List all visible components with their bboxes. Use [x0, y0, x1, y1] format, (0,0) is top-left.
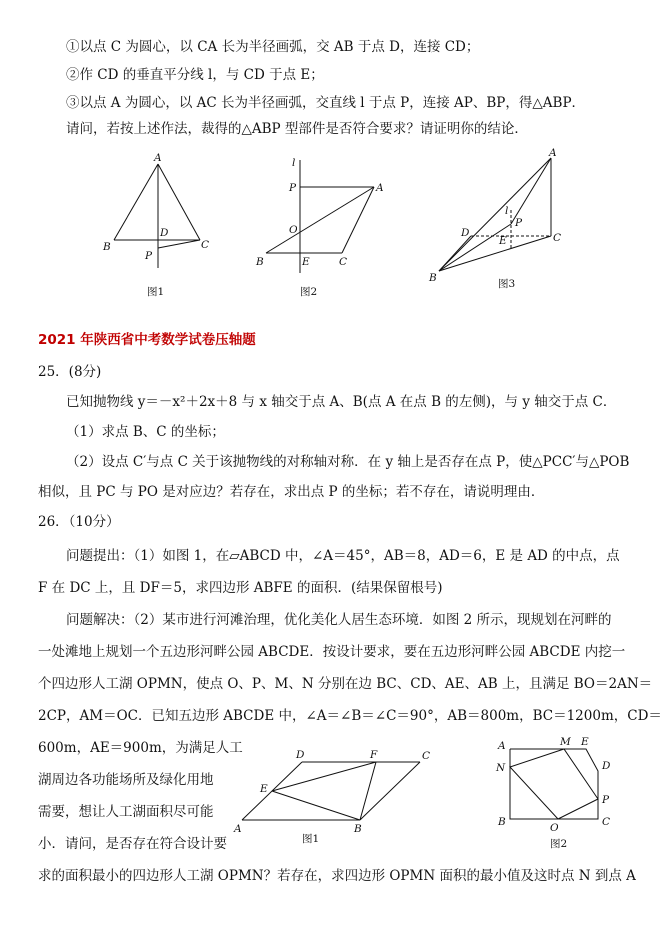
q26-figure-2: [490, 735, 640, 855]
fig2-label-A: A: [376, 182, 384, 194]
fig3-label-A: A: [549, 147, 557, 159]
q26-part-2-line-4: 2CP，AM＝OC．已知五边形 ABCDE 中，∠A＝∠B＝∠C＝90°，AB＝800m，BC＝1200m，CD＝: [38, 708, 662, 724]
q26-fig1-label-C: C: [422, 750, 431, 762]
q26-fig2-caption: 图2: [550, 838, 568, 850]
q26-fig1-label-A: A: [234, 823, 242, 835]
fig1-label-A: A: [154, 152, 162, 164]
q26-fig2-label-M: M: [560, 736, 571, 748]
q24-step-2: ②作 CD 的垂直平分线 l，与 CD 于点 E；: [66, 67, 324, 83]
fig3-label-l: l: [505, 205, 509, 217]
q26-part-2-line-1: 问题解决：（2）某市进行河滩治理，优化美化人居生态环境．如图 2 所示，现规划在河畔的: [66, 612, 612, 628]
q26-fig2-label-P: P: [602, 794, 610, 806]
fig1-label-P: P: [145, 250, 153, 262]
fig3-label-C: C: [553, 232, 562, 244]
q26-fig2-label-D: D: [602, 760, 611, 772]
q26-part-2-line-6: 湖周边各功能场所及绿化用地: [38, 772, 214, 788]
fig3-label-B: B: [429, 272, 437, 284]
q25-part-2-line-1: （2）设点 C′与点 C 关于该抛物线的对称轴对称．在 y 轴上是否存在点 P，使△PCC′与△POB: [66, 454, 630, 470]
section-title: 2021 年陕西省中考数学试卷压轴题: [38, 332, 256, 348]
q26-part-1-line-1: 问题提出：（1）如图 1，在▱ABCD 中，∠A＝45°，AB＝8，AD＝6，E 是 AD 的中点，点: [66, 548, 620, 564]
q26-part-2-line-9: 求的面积最小的四边形人工湖 OPMN？若存在，求四边形 OPMN 面积的最小值及这时点 N 到点 A: [38, 868, 636, 884]
q26-fig2-label-A: A: [498, 740, 506, 752]
q26-fig2-label-C: C: [602, 816, 611, 828]
q24-figure-1: [100, 150, 220, 300]
q24-step-3: ③以点 A 为圆心，以 AC 长为半径画弧，交直线 l 于点 P，连接 AP、BP，得△ABP．: [66, 95, 586, 111]
q24-step-1: ①以点 C 为圆心，以 CA 长为半径画弧，交 AB 于点 D，连接 CD；: [66, 39, 480, 55]
fig3-caption: 图3: [498, 278, 516, 290]
q24-figure-2: [252, 155, 402, 305]
q26-part-2-line-5: 600m，AE＝900m，为满足人工: [38, 740, 243, 756]
fig1-caption: 图1: [147, 286, 165, 298]
q26-part-2-line-2: 一处滩地上规划一个五边形河畔公园 ABCDE．按设计要求，要在五边形河畔公园 ABCDE 内挖一: [38, 644, 626, 660]
q26-fig2-label-N: N: [496, 762, 506, 774]
fig2-label-O: O: [289, 224, 298, 236]
q25-part-1: （1）求点 B、C 的坐标；: [66, 424, 225, 440]
q26-fig2-label-O: O: [550, 822, 559, 834]
q26-part-2-line-7: 需要，想让人工湖面积尽可能: [38, 804, 214, 820]
fig2-label-E: E: [302, 256, 310, 268]
q26-part-2-line-8: 小．请问，是否存在符合设计要: [38, 836, 227, 852]
fig3-label-P: P: [515, 217, 523, 229]
q26-number: 26．（10分）: [38, 514, 120, 530]
q26-part-1-line-2: F 在 DC 上，且 DF＝5，求四边形 ABFE 的面积．(结果保留根号): [38, 580, 443, 596]
q24-question: 请问，若按上述作法，裁得的△ABP 型部件是否符合要求？请证明你的结论．: [66, 121, 528, 137]
q26-fig1-label-E: E: [260, 783, 268, 795]
q26-fig2-label-E: E: [581, 736, 589, 748]
fig2-label-l: l: [292, 157, 296, 169]
q25-stem: 已知抛物线 y＝－x²＋2x＋8 与 x 轴交于点 A、B(点 A 在点 B 的左侧)，与 y 轴交于点 C．: [66, 394, 617, 410]
q26-fig1-label-B: B: [354, 823, 362, 835]
q24-figure-3: [425, 148, 585, 298]
q26-fig2-label-B: B: [498, 816, 506, 828]
fig2-label-P: P: [289, 182, 297, 194]
q26-fig1-label-D: D: [296, 749, 305, 761]
q26-figure-1: [230, 748, 440, 848]
fig2-caption: 图2: [300, 286, 318, 298]
q26-fig1-caption: 图1: [302, 833, 320, 845]
q26-part-2-line-3: 个四边形人工湖 OPMN，使点 O、P、M、N 分别在边 BC、CD、AE、AB 上，且满足 BO＝2AN＝: [38, 676, 653, 692]
fig1-label-C: C: [201, 239, 210, 251]
q26-fig1-label-F: F: [370, 749, 378, 761]
fig2-label-B: B: [256, 256, 264, 268]
q25-number: 25．(8分): [38, 364, 102, 380]
fig3-label-D: D: [461, 227, 470, 239]
q25-part-2-line-2: 相似，且 PC 与 PO 是对应边？若存在，求出点 P 的坐标；若不存在，请说明理由．: [38, 484, 545, 500]
fig1-label-B: B: [103, 241, 111, 253]
fig3-label-E: E: [499, 235, 507, 247]
fig2-label-C: C: [339, 256, 348, 268]
fig1-label-D: D: [160, 227, 169, 239]
